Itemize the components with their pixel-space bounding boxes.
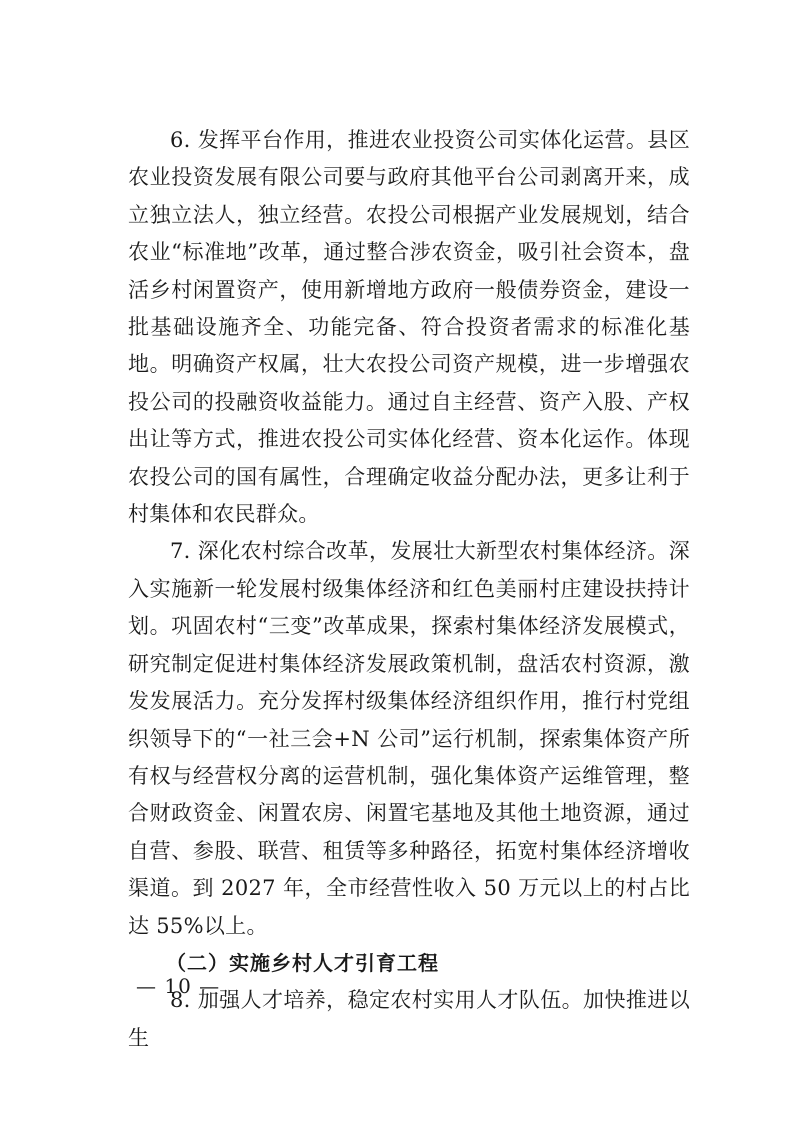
paragraph-7: 7. 深化农村综合改革，发展壮大新型农村集体经济。深入实施新一轮发展村级集体经济和红色美丽村庄建设扶持计划。巩固农村“三变”改革成果，探索村集体经济发展模式，研究制定促进村集体经济发展政策机制，盘活农村资源，激发发展活力。充分发挥村级集体经济组织作用，推行村党组织领导下的“一社三会+N 公司”运行机制，探索集体资产所有权与经营权分离的运营机制，强化集体资产运维管理，整合财政资金、闲置农房、闲置宅基地及其他土地资源，通过自营、参股、联营、租赁等多种路径，拓宽村集体经济增收渠道。到 2027 年，全市经营性收入 50 万元以上的村占比达 55%以上。 [128, 539, 690, 938]
body-text [128, 122, 690, 1057]
paragraph-8: 8. 加强人才培养，稳定农村实用人才队伍。加快推进以生 [128, 988, 690, 1050]
paragraph-6: 6. 发挥平台作用，推进农业投资公司实体化运营。县区农业投资发展有限公司要与政府其他平台公司剥离开来，成立独立法人，独立经营。农投公司根据产业发展规划，结合农业“标准地”改革，通过整合涉农资金，吸引社会资本，盘活乡村闲置资产，使用新增地方政府一般债券资金，建设一批基础设施齐全、功能完备、符合投资者需求的标准化基地。明确资产权属，壮大农投公司资产规模，进一步增强农投公司的投融资收益能力。通过自主经营、资产入股、产权出让等方式，推进农投公司实体化经营、资本化运作。体现农投公司的国有属性，合理确定收益分配办法，更多让利于村集体和农民群众。 [128, 128, 690, 527]
page-number: — 10 — [136, 974, 221, 998]
section-heading: （二）实施乡村人才引育工程 [166, 950, 439, 975]
